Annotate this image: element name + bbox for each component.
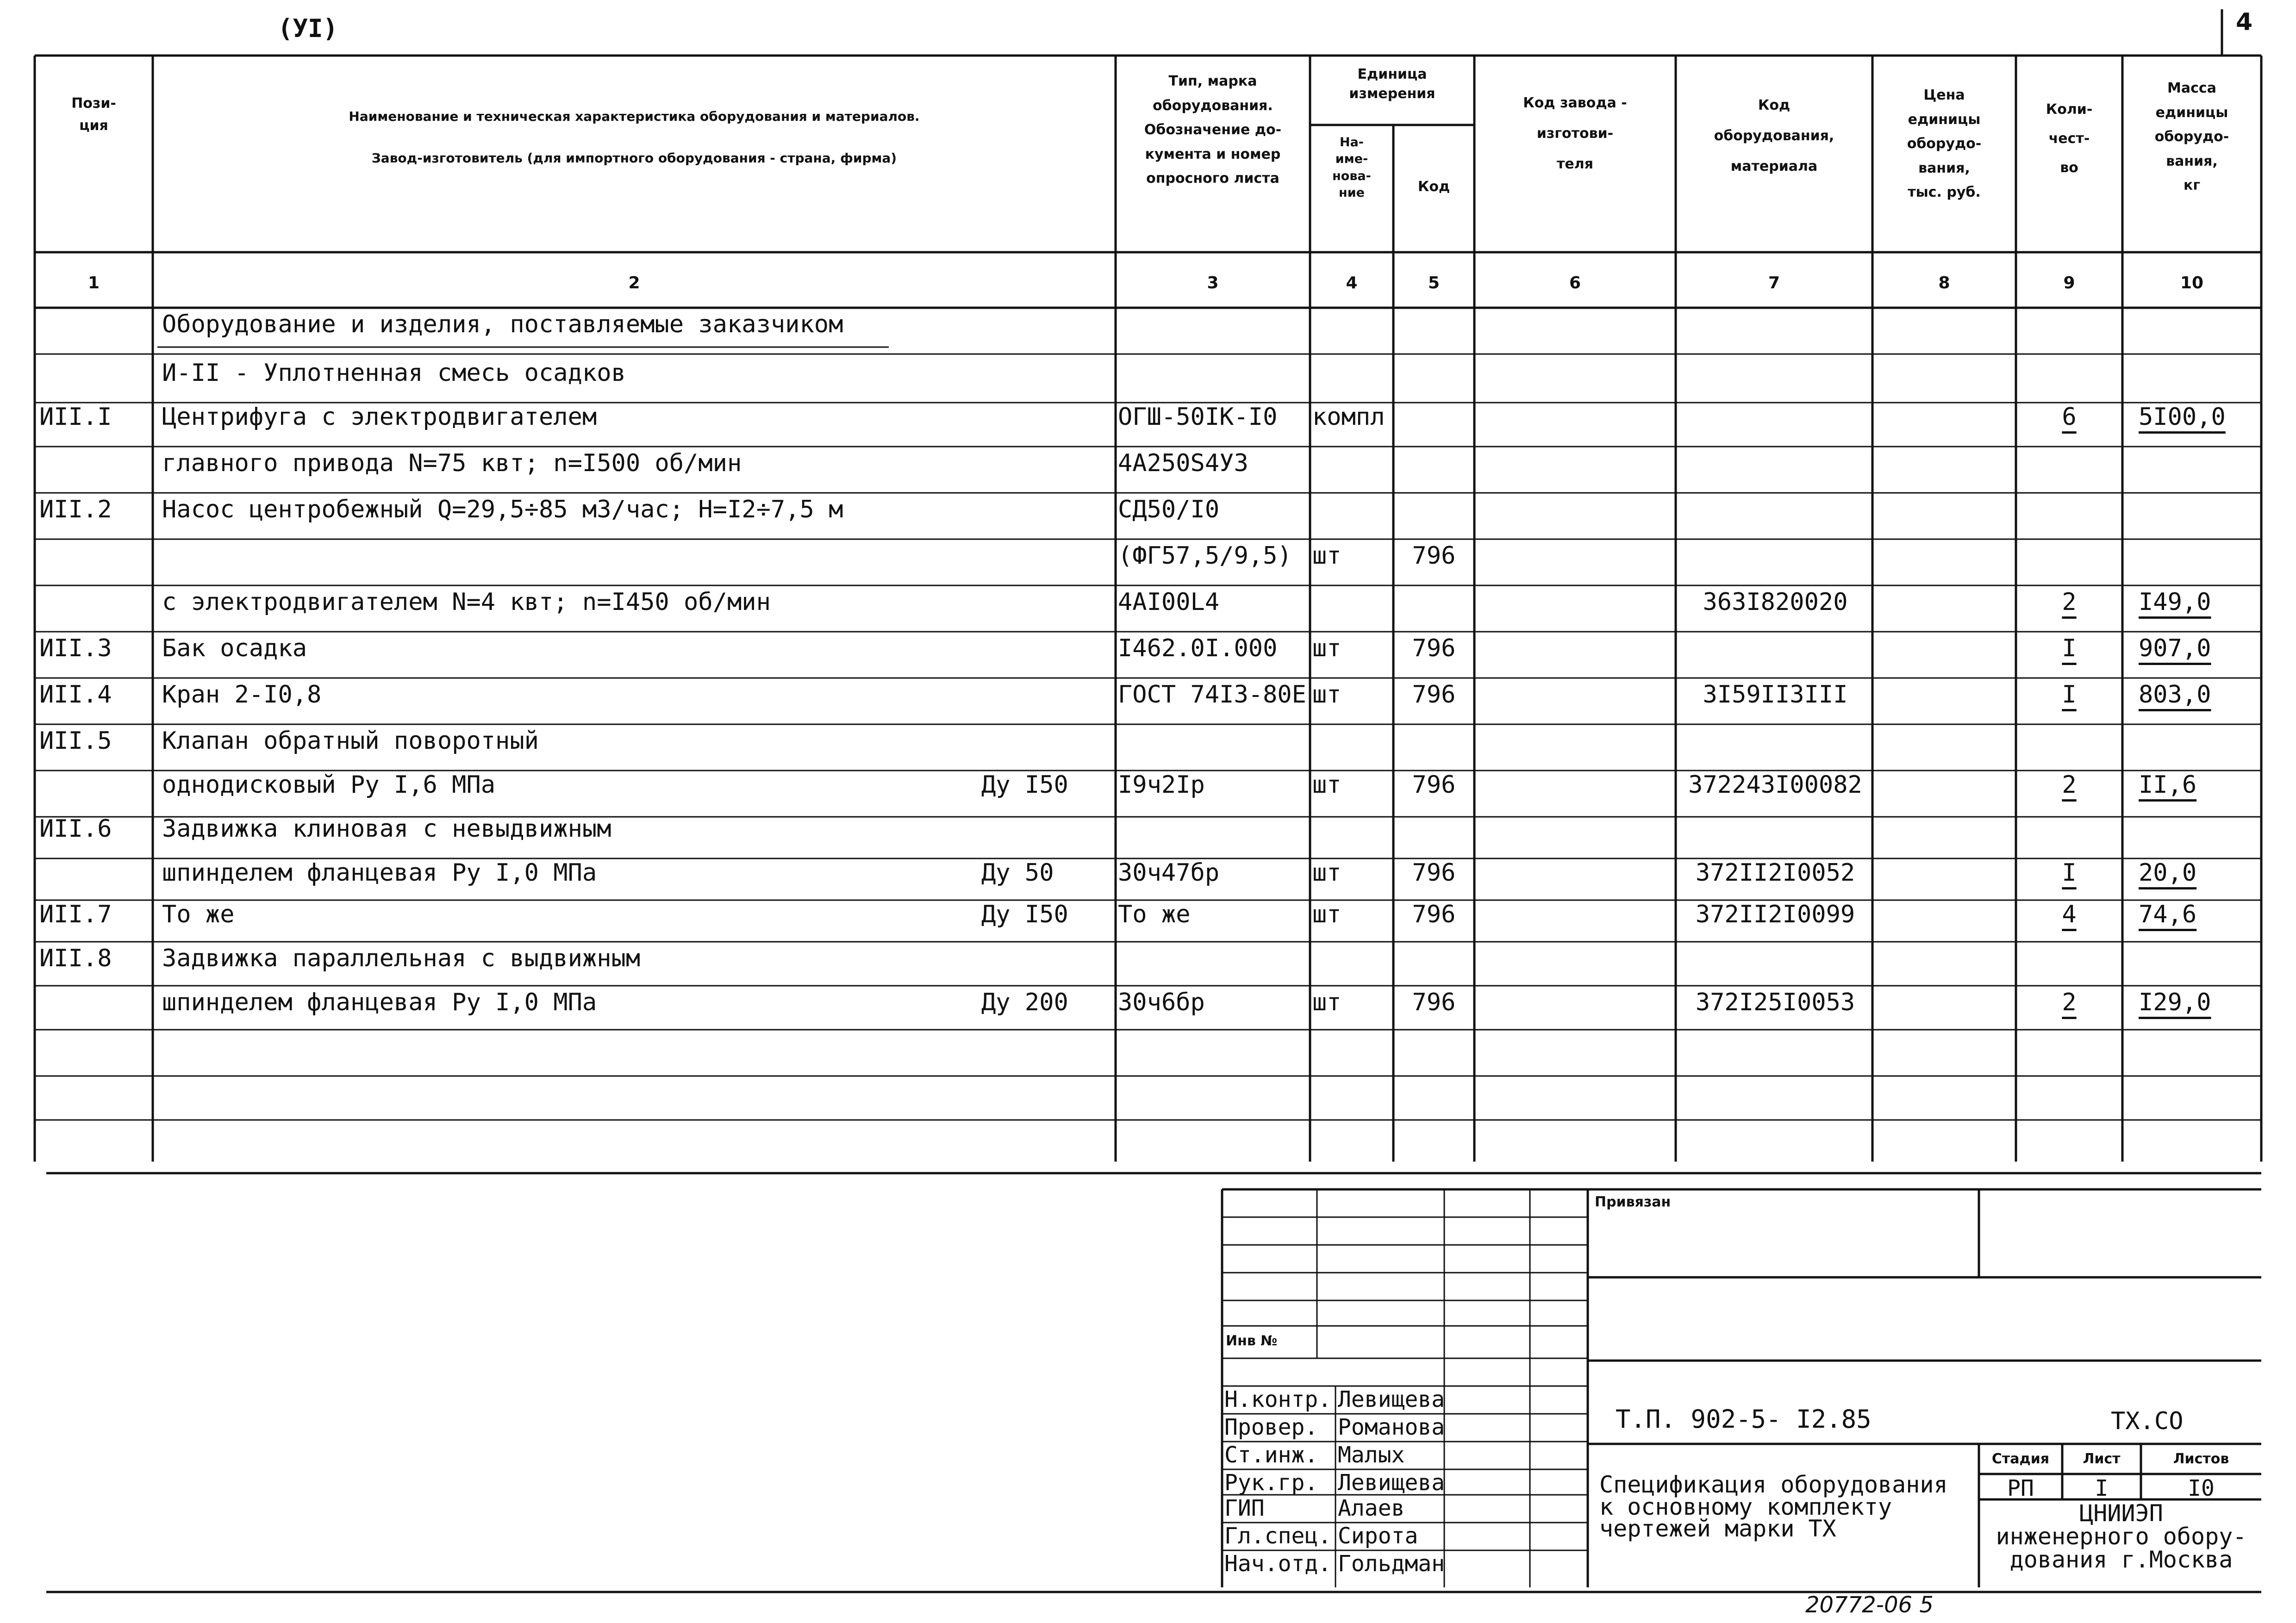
row-8-code: 796 — [1412, 681, 1456, 709]
signer-name: Левищева — [1338, 1470, 1445, 1496]
header-pos: Пози- ция — [71, 95, 116, 134]
row-12-qty: I — [2062, 859, 2077, 887]
row-6-equip-code: 363I820020 — [1703, 588, 1848, 616]
row-13-unit: шт — [1312, 901, 1341, 928]
row-8-mass: 803,0 — [2139, 681, 2211, 709]
stage-value: РП — [2007, 1475, 2034, 1501]
header-equip-code: Код оборудования, материала — [1714, 97, 1834, 174]
row-13-mass: 74,6 — [2139, 901, 2197, 928]
section-mark: (УI) — [278, 14, 338, 43]
sheets-label: Листов — [2173, 1451, 2229, 1467]
row-8-pos: ИII.4 — [39, 681, 112, 709]
row-12-type: 30ч47бр — [1118, 859, 1220, 887]
row-13-qty: 4 — [2062, 901, 2077, 928]
footer-number: 20772-06 5 — [1805, 1592, 1934, 1618]
colnum-9: 9 — [2063, 274, 2075, 292]
row-15-type: 30ч6бр — [1118, 989, 1205, 1016]
sheets-value: I0 — [2188, 1475, 2215, 1501]
row-5-unit: шт — [1312, 542, 1341, 570]
signer-role: ГИП — [1224, 1495, 1265, 1521]
sheet-corner-number: 4 — [2236, 8, 2253, 36]
project-code: Т.П. 902-5- I2.85 — [1616, 1405, 1872, 1434]
row-3-type: 4А250S4У3 — [1118, 449, 1248, 477]
row-13-pos: ИII.7 — [39, 901, 112, 928]
colnum-7: 7 — [1768, 274, 1780, 292]
row-14-pos: ИII.8 — [39, 945, 112, 972]
row-7-pos: ИII.3 — [39, 634, 112, 662]
row-4-name: Насос центробежный Q=29,5÷85 м3/час; Н=I2÷7,5 м — [162, 496, 843, 523]
organization: ЦНИИЭП инженерного обору- дования г.Москва — [1996, 1500, 2247, 1573]
signer-name: Романова — [1338, 1414, 1445, 1440]
row-1-name: И-II - Уплотненная смесь осадков — [162, 359, 626, 387]
row-4-pos: ИII.2 — [39, 496, 112, 523]
row-2-unit: компл — [1312, 403, 1385, 431]
row-12-name: шпинделем фланцевая Ру I,0 МПа — [162, 859, 597, 887]
row-6-mass: I49,0 — [2139, 588, 2211, 616]
colnum-5: 5 — [1428, 274, 1440, 292]
row-12-unit: шт — [1312, 859, 1341, 887]
sheet-label: Лист — [2083, 1451, 2121, 1467]
row-5-code: 796 — [1412, 542, 1456, 570]
row-10-dn: Ду I50 — [981, 771, 1068, 799]
row-10-equip-code: 372243I00082 — [1688, 771, 1862, 799]
sheet-value: I — [2095, 1475, 2109, 1501]
row-9-pos: ИII.5 — [39, 727, 112, 755]
row-15-unit: шт — [1312, 989, 1341, 1016]
colnum-3: 3 — [1207, 274, 1219, 292]
signer-role: Ст.инж. — [1224, 1442, 1318, 1468]
header-mass: Масса единицы оборудо- вания, кг — [2154, 80, 2229, 193]
row-11-name: Задвижка клиновая с невыдвижным — [162, 815, 611, 843]
signer-name: Малых — [1338, 1442, 1405, 1468]
row-14-name: Задвижка параллельная с выдвижным — [162, 945, 641, 972]
row-8-unit: шт — [1312, 681, 1341, 709]
signer-name: Сирота — [1338, 1523, 1418, 1549]
row-12-dn: Ду 50 — [981, 859, 1054, 887]
row-7-unit: шт — [1312, 634, 1341, 662]
stage-label: Стадия — [1991, 1451, 2050, 1467]
row-6-type: 4АI00L4 — [1118, 588, 1220, 616]
row-15-equip-code: 372I25I0053 — [1695, 989, 1855, 1016]
signer-role: Нач.отд. — [1224, 1551, 1332, 1577]
signer-role: Гл.спец. — [1224, 1523, 1332, 1549]
colnum-6: 6 — [1569, 274, 1581, 292]
row-13-dn: Ду I50 — [981, 901, 1068, 928]
colnum-8: 8 — [1938, 274, 1950, 292]
row-8-qty: I — [2062, 681, 2077, 709]
row-9-name: Клапан обратный поворотный — [162, 727, 539, 755]
header-factory: Код завода - изготови- теля — [1523, 95, 1627, 172]
header-price: Цена единицы оборудо- вания, тыс. руб. — [1907, 87, 1982, 200]
row-15-dn: Ду 200 — [981, 989, 1068, 1016]
row-2-qty: 6 — [2062, 403, 2077, 431]
header-qty: Коли- чест- во — [2046, 101, 2093, 176]
doc-mark: ТХ.СО — [2111, 1407, 2184, 1435]
signer-name: Гольдман — [1338, 1551, 1445, 1577]
row-2-name: Центрифуга с электродвигателем — [162, 403, 597, 431]
row-13-name: То же — [162, 901, 235, 928]
row-7-mass: 907,0 — [2139, 634, 2211, 662]
row-6-qty: 2 — [2062, 588, 2077, 616]
row-10-type: I9ч2Iр — [1118, 771, 1205, 799]
row-10-mass: II,6 — [2139, 771, 2197, 799]
row-10-unit: шт — [1312, 771, 1341, 799]
row-15-qty: 2 — [2062, 989, 2077, 1016]
row-8-equip-code: 3I59II3III — [1703, 681, 1848, 709]
row-4-type: СД50/I0 — [1118, 496, 1220, 523]
row-8-name: Кран 2-I0,8 — [162, 681, 322, 709]
signer-role: Провер. — [1224, 1414, 1318, 1440]
row-5-type: (ФГ57,5/9,5) — [1118, 542, 1292, 570]
row-3-name: главного привода N=75 квт; n=I500 об/мин — [162, 449, 742, 477]
row-13-code: 796 — [1412, 901, 1456, 928]
row-2-pos: ИII.I — [39, 403, 112, 431]
row-12-equip-code: 372II2I0052 — [1695, 859, 1855, 887]
colnum-1: 1 — [87, 274, 100, 292]
header-type: Тип, марка оборудования. Обозначение до- кумента и номер опросного листа — [1144, 73, 1282, 187]
row-11-pos: ИII.6 — [39, 815, 112, 843]
row-0-name: Оборудование и изделия, поставляемые заказчиком — [162, 311, 843, 338]
privyazan-label: Привязан — [1595, 1194, 1671, 1210]
row-15-name: шпинделем фланцевая Ру I,0 МПа — [162, 989, 597, 1016]
row-15-code: 796 — [1412, 989, 1456, 1016]
row-15-mass: I29,0 — [2139, 989, 2211, 1016]
row-2-type: ОГШ-50IК-I0 — [1118, 403, 1278, 431]
colnum-4: 4 — [1346, 274, 1358, 292]
row-10-code: 796 — [1412, 771, 1456, 799]
row-10-name: однодисковый Ру I,6 МПа — [162, 771, 496, 799]
header-unit-code: Код — [1417, 179, 1450, 195]
row-6-name: с электродвигателем N=4 квт; n=I450 об/мин — [162, 588, 771, 616]
row-7-type: I462.0I.000 — [1118, 634, 1278, 662]
row-13-type: То же — [1118, 901, 1191, 928]
signer-name: Алаев — [1338, 1495, 1405, 1521]
row-7-name: Бак осадка — [162, 634, 307, 662]
row-2-mass: 5I00,0 — [2139, 403, 2226, 431]
row-13-equip-code: 372II2I0099 — [1695, 901, 1855, 928]
header-unit-group: Единица измерения — [1349, 66, 1435, 102]
row-7-qty: I — [2062, 634, 2077, 662]
header-unit-name: На- име- нова- ние — [1332, 135, 1371, 200]
colnum-2: 2 — [628, 274, 640, 292]
row-7-code: 796 — [1412, 634, 1456, 662]
signer-role: Н.контр. — [1224, 1387, 1332, 1412]
inv-label: Инв № — [1226, 1333, 1278, 1349]
row-12-code: 796 — [1412, 859, 1456, 887]
row-10-qty: 2 — [2062, 771, 2077, 799]
signer-name: Левищева — [1338, 1387, 1445, 1412]
colnum-10: 10 — [2180, 274, 2204, 292]
row-12-mass: 20,0 — [2139, 859, 2197, 887]
doc-title: Спецификация оборудования к основному комплекту чертежей марки ТХ — [1599, 1471, 1948, 1542]
signer-role: Рук.гр. — [1224, 1470, 1318, 1496]
row-8-type: ГОСТ 74I3-80Е — [1118, 681, 1306, 709]
header-name: Наименование и техническая характеристика оборудования и материалов. Завод-изготовитель (для импортного оборудования - страна, фирма) — [349, 109, 920, 166]
